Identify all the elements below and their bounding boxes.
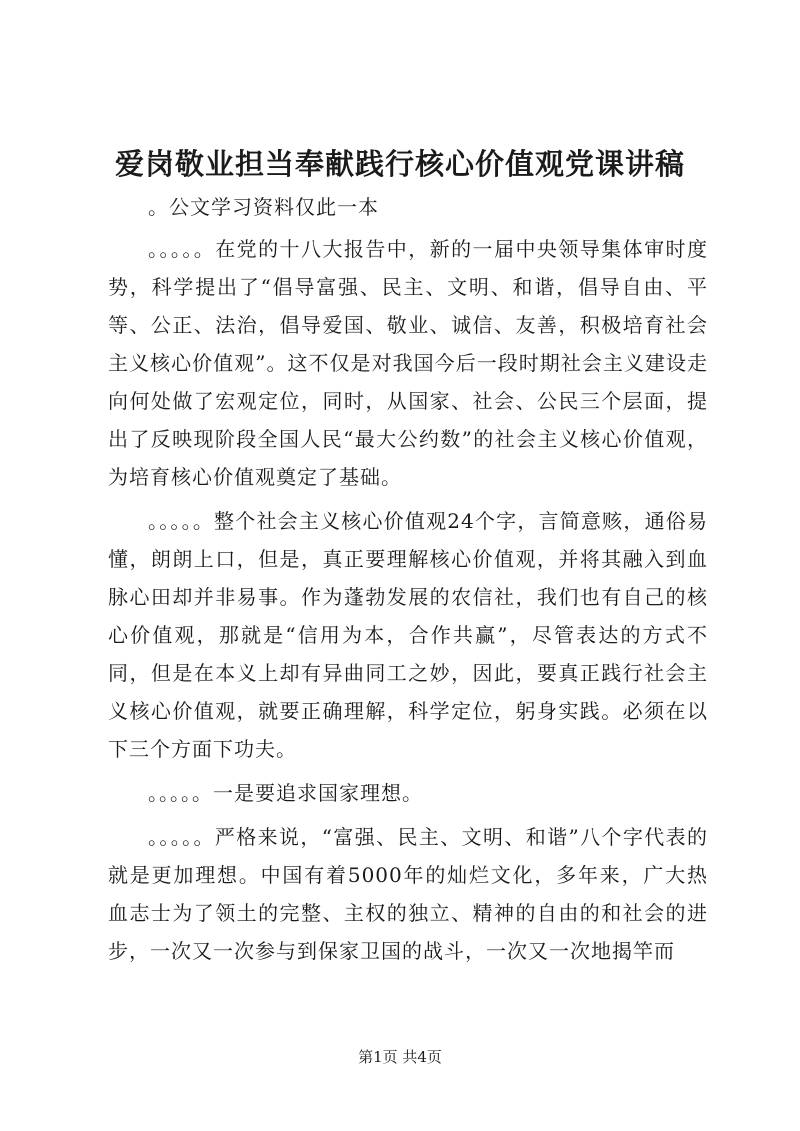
document-title: 爱岗敬业担当奉献践行核心价值观党课讲稿 — [114, 147, 685, 181]
paragraph-1: 。。。。。在党的十八大报告中，新的一届中央领导集体审时度势，科学提出了“倡导富强、民主、文明、和谐，倡导自由、平等、公正、法治，倡导爱国、敬业、诚信、友善，积极培育社会主义核心价值观”。这不仅是对我国今后一段时期社会主义建设走向何处做了宏观定位，同时，从国家、社会、公民三个层面，提出了反映现阶段全国人民“最大公约数”的社会主义核心价值观，为培育核心价值观奠定了基础。 — [108, 237, 708, 489]
page-footer: 第1页 共4页 — [358, 1048, 442, 1066]
document-body — [108, 188, 708, 976]
paragraph-intro: 。公文学习资料仅此一本 — [148, 195, 379, 219]
paragraph-3: 。。。。。一是要追求国家理想。 — [148, 781, 423, 805]
paragraph-4: 。。。。。严格来说，“富强、民主、文明、和谐”八个字代表的就是更加理想。中国有着5000年的灿烂文化，多年来，广大热血志士为了领土的完整、主权的独立、精神的自由的和社会的进步，一次又一次参与到保家卫国的战斗，一次又一次地揭竿而 — [108, 825, 708, 963]
paragraph-2: 。。。。。整个社会主义核心价值观24个字，言简意赅，通俗易懂，朗朗上口，但是，真正要理解核心价值观，并将其融入到血脉心田却并非易事。作为蓬勃发展的农信社，我们也有自己的核心价值观，那就是“信用为本，合作共赢”，尽管表达的方式不同，但是在本义上却有异曲同工之妙，因此，要真正践行社会主义核心价值观，就要正确理解，科学定位，躬身实践。必须在以下三个方面下功夫。 — [108, 509, 708, 761]
